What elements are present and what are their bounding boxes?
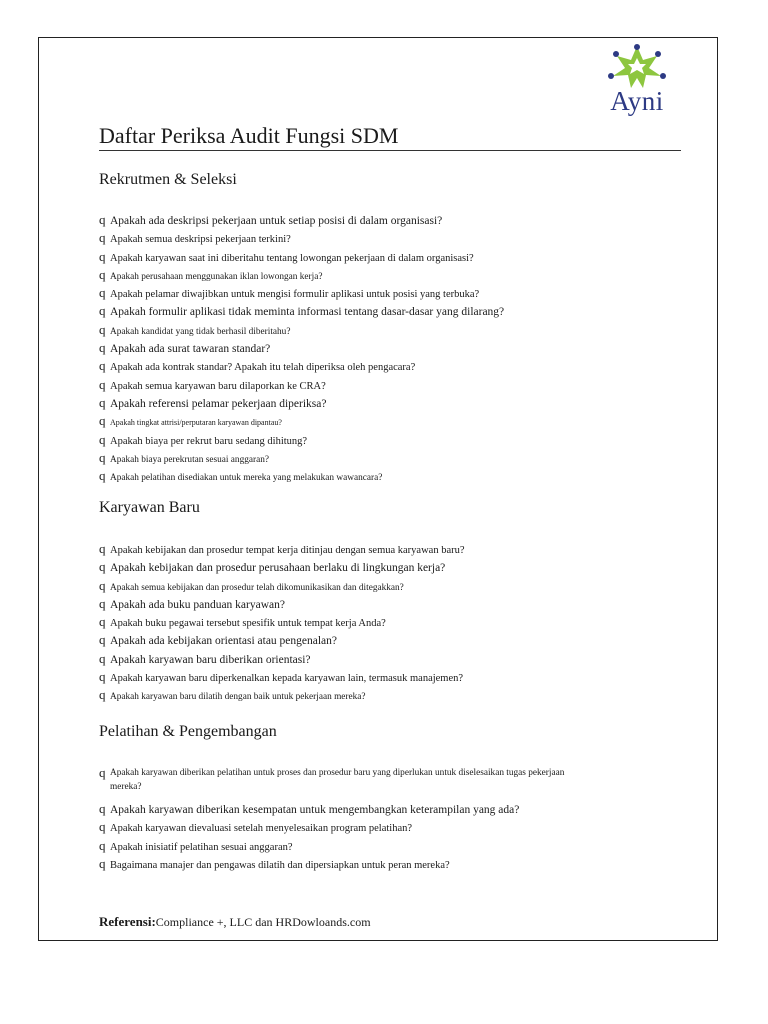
checkbox-bullet-icon: q (99, 819, 106, 835)
list-item: q Apakah kebijakan dan prosedur tempat kerja ditinjau dengan semua karyawan baru? (99, 540, 465, 558)
page-title: Daftar Periksa Audit Fungsi SDM (99, 123, 399, 148)
list-item: q Apakah ada surat tawaran standar? (99, 339, 504, 357)
list-item: q Apakah referensi pelamar pekerjaan diperiksa? (99, 394, 504, 412)
checkbox-bullet-icon: q (99, 855, 106, 871)
checklist-page (38, 37, 718, 941)
rekrutmen-list (99, 211, 504, 485)
checkbox-bullet-icon: q (99, 801, 106, 816)
checkbox-bullet-icon: q (99, 577, 106, 593)
list-item: q Apakah karyawan diberikan pelatihan untuk proses dan prosedur baru yang diperlukan untuk diselesaikan tugas pekerjaan mereka? (99, 765, 565, 792)
checkbox-bullet-icon: q (99, 541, 106, 556)
list-item: q Apakah karyawan saat ini diberitahu tentang lowongan pekerjaan di dalam organisasi? (99, 248, 504, 266)
checkbox-bullet-icon: q (99, 413, 106, 429)
title-divider (99, 150, 681, 151)
section-title-rekrutmen: Rekrutmen & Seleksi (99, 171, 237, 188)
list-item: q Apakah biaya per rekrut baru sedang dihitung? (99, 431, 504, 449)
list-item: q Apakah semua kebijakan dan prosedur telah dikomunikasikan dan ditegakkan? (99, 577, 465, 595)
section-title-pelatihan: Pelatihan & Pengembangan (99, 723, 277, 740)
list-item: q Apakah karyawan dievaluasi setelah menyelesaikan program pelatihan? (99, 818, 580, 836)
checkbox-bullet-icon: q (99, 230, 106, 246)
list-item: q Bagaimana manajer dan pengawas dilatih dan dipersiapkan untuk peran mereka? (99, 855, 580, 873)
list-item: q Apakah perusahaan menggunakan iklan lowongan kerja? (99, 266, 504, 284)
checkbox-bullet-icon: q (99, 394, 106, 410)
checkbox-bullet-icon: q (99, 559, 106, 575)
pelatihan-list (99, 764, 580, 873)
list-item: q Apakah biaya perekrutan sesuai anggaran? (99, 449, 504, 467)
list-item: q Apakah ada buku panduan karyawan? (99, 595, 465, 613)
checkbox-bullet-icon: q (99, 449, 106, 465)
checkbox-bullet-icon: q (99, 837, 106, 853)
list-item: q Apakah karyawan diberikan kesempatan untuk mengembangkan keterampilan yang ada? (99, 800, 580, 818)
checkbox-bullet-icon: q (99, 376, 106, 392)
list-item: q Apakah ada deskripsi pekerjaan untuk setiap posisi di dalam organisasi? (99, 211, 504, 229)
list-item: q Apakah pelamar diwajibkan untuk mengisi formulir aplikasi untuk posisi yang terbuka? (99, 284, 504, 302)
list-item: q Apakah semua deskripsi pekerjaan terkini? (99, 229, 504, 247)
list-item: q Apakah kandidat yang tidak berhasil diberitahu? (99, 321, 504, 339)
checkbox-bullet-icon: q (99, 358, 106, 374)
checkbox-bullet-icon: q (99, 303, 106, 319)
reference-footer (99, 914, 371, 930)
checkbox-bullet-icon: q (99, 212, 106, 227)
karyawan-baru-list (99, 540, 465, 705)
ayni-logo (597, 42, 677, 122)
list-item: q Apakah formulir aplikasi tidak meminta informasi tentang dasar-dasar yang dilarang? (99, 302, 504, 320)
checkbox-bullet-icon: q (99, 340, 106, 356)
list-item: q Apakah ada kontrak standar? Apakah itu telah diperiksa oleh pengacara? (99, 357, 504, 375)
checkbox-bullet-icon: q (99, 632, 106, 648)
logo-text: Ayni (610, 86, 664, 116)
reference-text: Compliance +, LLC dan HRDowloands.com (155, 915, 371, 929)
section-title-karyawan-baru: Karyawan Baru (99, 499, 200, 516)
list-item: q Apakah semua karyawan baru dilaporkan ke CRA? (99, 376, 504, 394)
star-icon (597, 42, 677, 92)
list-item: q Apakah tingkat attrisi/perputaran karyawan dipantau? (99, 412, 504, 430)
checkbox-bullet-icon: q (99, 595, 106, 611)
list-item: q Apakah pelatihan disediakan untuk mereka yang melakukan wawancara? (99, 467, 504, 485)
reference-label: Referensi: (99, 914, 156, 929)
checkbox-bullet-icon: q (99, 266, 106, 282)
checkbox-bullet-icon: q (99, 468, 106, 484)
list-item: q Apakah inisiatif pelatihan sesuai anggaran? (99, 837, 580, 855)
list-item: q Apakah karyawan baru diberikan orientasi? (99, 650, 465, 668)
list-item: q Apakah buku pegawai tersebut spesifik untuk tempat kerja Anda? (99, 613, 465, 631)
checkbox-bullet-icon: q (99, 765, 106, 780)
list-item: q Apakah karyawan baru dilatih dengan baik untuk pekerjaan mereka? (99, 686, 465, 704)
checkbox-bullet-icon: q (99, 614, 106, 630)
checkbox-bullet-icon: q (99, 431, 106, 447)
checkbox-bullet-icon: q (99, 687, 106, 703)
list-item: q Apakah karyawan baru diperkenalkan kepada karyawan lain, termasuk manajemen? (99, 668, 465, 686)
list-item: q Apakah ada kebijakan orientasi atau pengenalan? (99, 631, 465, 649)
checkbox-bullet-icon: q (99, 650, 106, 666)
checkbox-bullet-icon: q (99, 285, 106, 301)
list-item: q Apakah kebijakan dan prosedur perusahaan berlaku di lingkungan kerja? (99, 558, 465, 576)
checkbox-bullet-icon: q (99, 669, 106, 685)
checkbox-bullet-icon: q (99, 248, 106, 264)
checkbox-bullet-icon: q (99, 321, 106, 337)
